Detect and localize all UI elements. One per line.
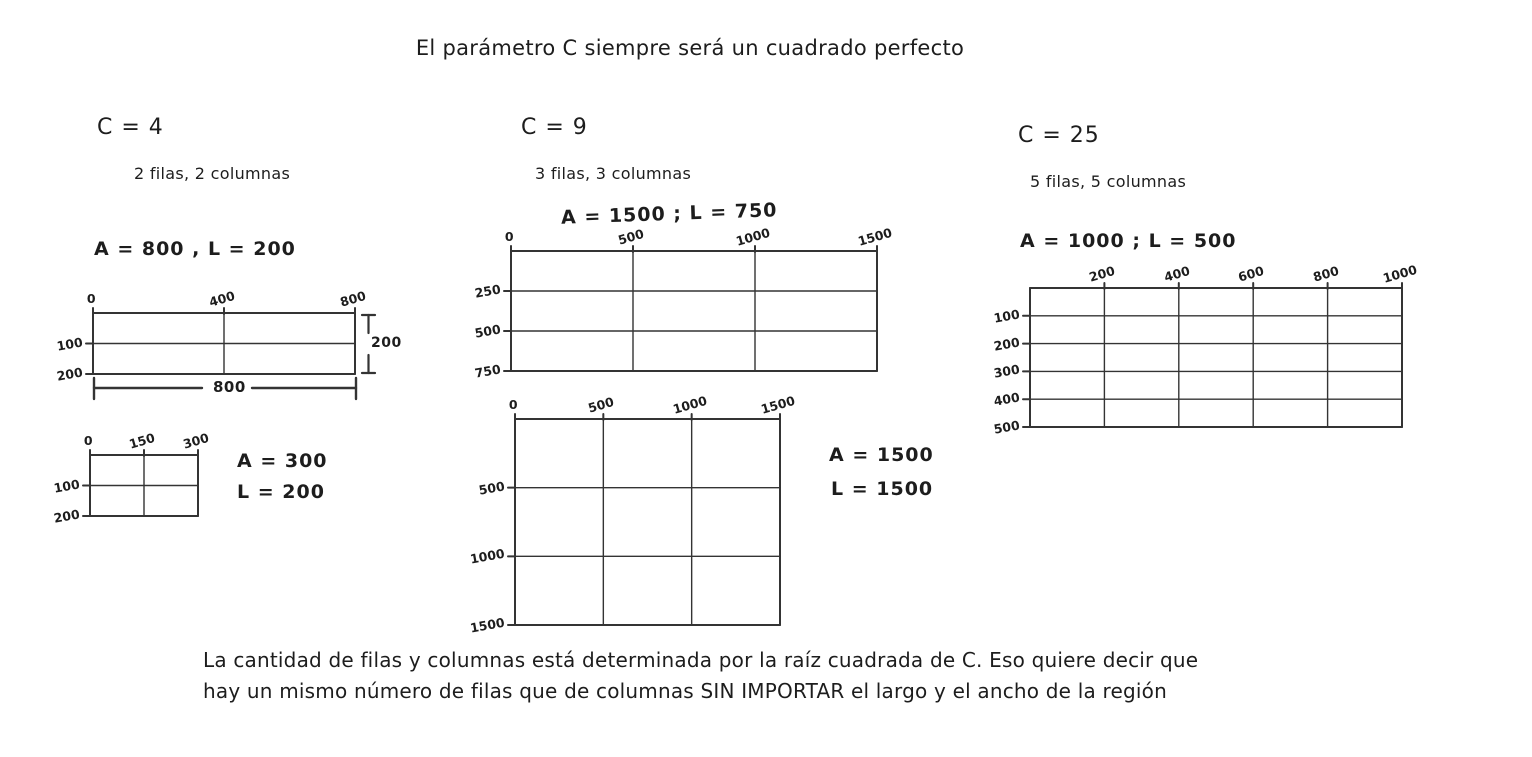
c9-bottom-length-label: L = 1500	[831, 478, 934, 500]
x-tick-label: 0	[83, 433, 93, 448]
x-tick-label: 200	[1087, 262, 1117, 285]
c25-params-label: A = 1000 ; L = 500	[1020, 230, 1237, 252]
x-tick-label: 0	[86, 291, 96, 306]
y-tick-label: 500	[992, 417, 1021, 437]
y-tick-label: 250	[473, 281, 502, 301]
x-tick-label: 400	[1162, 262, 1192, 285]
x-tick-label: 0	[504, 229, 514, 244]
x-tick-label: 600	[1236, 262, 1266, 285]
grid-lines	[93, 313, 355, 374]
x-tick-label: 500	[616, 225, 646, 248]
c4-small-length-label: L = 200	[237, 481, 325, 503]
grid-lines	[515, 419, 780, 625]
c4-params-label: A = 800 , L = 200	[94, 238, 296, 260]
c4-small-area-label: A = 300	[237, 450, 328, 472]
y-tick-label: 750	[473, 361, 502, 381]
y-tick-label: 300	[992, 361, 1021, 382]
c4-small-grid	[52, 429, 211, 526]
c4-main-grid	[55, 287, 368, 384]
x-tick-label: 150	[127, 429, 157, 452]
y-tick-label: 500	[473, 321, 502, 341]
y-tick-label: 500	[477, 478, 506, 498]
x-tick-label: 1500	[759, 392, 797, 417]
y-tick-label: 100	[52, 475, 81, 496]
y-tick-label: 100	[55, 333, 84, 354]
c25-rows-cols-label: 5 filas, 5 columnas	[1030, 172, 1187, 191]
c25-main-grid	[992, 261, 1419, 437]
x-tick-label: 1000	[734, 224, 772, 249]
x-tick-label: 1500	[856, 224, 894, 249]
c4-heading: C = 4	[97, 115, 164, 140]
y-tick-label: 1000	[468, 546, 506, 567]
x-tick-label: 300	[181, 429, 211, 452]
x-tick-label: 800	[338, 287, 368, 310]
x-tick-label: 1000	[670, 392, 709, 417]
y-tick-label: 100	[992, 306, 1021, 326]
x-tick-label: 0	[508, 397, 518, 412]
grid-lines	[90, 455, 198, 516]
y-tick-label: 200	[55, 364, 84, 384]
caption	[203, 645, 1198, 707]
c9-bottom-area-label: A = 1500	[829, 444, 934, 466]
x-tick-label: 500	[586, 393, 616, 416]
y-tick-label: 200	[992, 334, 1021, 354]
c4-rows-cols-label: 2 filas, 2 columnas	[134, 164, 291, 183]
c25-heading: C = 25	[1018, 123, 1100, 148]
c9-top-grid	[473, 224, 894, 381]
c9-rows-cols-label: 3 filas, 3 columnas	[535, 164, 692, 183]
y-tick-label: 400	[992, 389, 1021, 409]
x-tick-label: 1000	[1381, 261, 1419, 286]
caption-line-2: hay un mismo número de filas que de columnas SIN IMPORTAR el largo y el ancho de la región	[203, 679, 1167, 703]
page-title: El parámetro C siempre será un cuadrado perfecto	[415, 36, 965, 60]
y-tick-label: 200	[52, 506, 81, 526]
caption-line-1: La cantidad de filas y columnas está determinada por la raíz cuadrada de C. Eso quiere decir que	[203, 648, 1199, 672]
grid-lines	[1030, 288, 1402, 427]
x-tick-label: 800	[1310, 262, 1341, 285]
c9-heading: C = 9	[521, 115, 588, 140]
c4-width-dimension-label: 800	[213, 378, 246, 396]
y-tick-label: 1500	[468, 614, 506, 636]
c9-bottom-grid	[468, 392, 797, 636]
c4-height-dimension-label: 200	[371, 335, 402, 351]
grid-lines	[511, 251, 877, 371]
x-tick-label: 400	[207, 287, 237, 310]
c9-params-label: A = 1500 ; L = 750	[560, 199, 778, 229]
